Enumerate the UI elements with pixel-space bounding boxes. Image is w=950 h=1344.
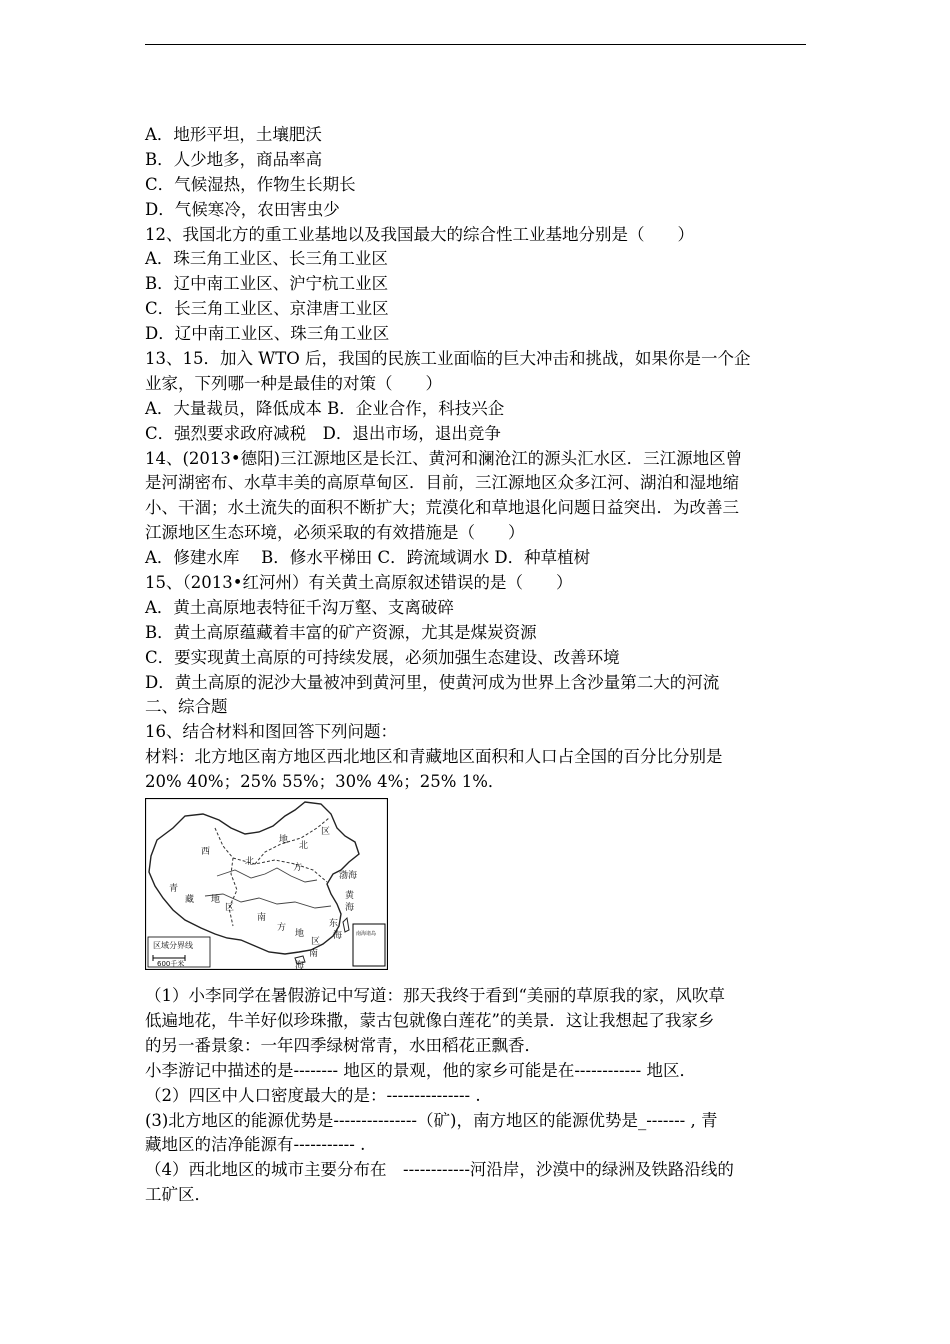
q16-p1-line: （1）小李同学在暑假游记中写道：那天我终于看到“美丽的草原我的家，风吹草 [145, 986, 725, 1006]
map-label-bei: 北 [299, 841, 309, 852]
map-label-dong: 东 [329, 919, 339, 930]
map-label-zang: 藏 [185, 895, 195, 906]
china-regions-map [145, 798, 388, 970]
map-label-hai: 海 [295, 961, 305, 971]
map-legend-line: 区域分界线 [153, 941, 193, 951]
q14-stem-line: 14、(2013•德阳)三江源地区是长江、黄河和澜沧江的源头汇水区．三江源地区曾 [145, 448, 743, 468]
section-2 [145, 695, 810, 795]
q16-p3-line: 藏地区的洁净能源有----------- . [145, 1135, 366, 1155]
map-label-xi: 西 [201, 847, 211, 858]
map-label-huang: 黄 [345, 891, 355, 902]
q11-option-c: C．气候湿热，作物生长期长 [145, 174, 356, 194]
map-label-nan: 南 [257, 913, 267, 924]
q16-part-3 [145, 1109, 810, 1159]
q12-stem: 12、我国北方的重工业基地以及我国最大的综合性工业基地分别是（ ） [145, 224, 694, 244]
q16-part-4 [145, 1158, 810, 1208]
q11-option-a: A．地形平坦，土壤肥沃 [145, 125, 322, 144]
map-label-di: 地 [211, 895, 221, 906]
map-label-di: 地 [295, 929, 305, 940]
question-13 [145, 347, 810, 447]
q14-stem-line: 江源地区生态环境，必须采取的有效措施是（ ） [145, 523, 525, 543]
q13-option-ab: A．大量裁员，降低成本 B．企业合作，科技兴企 [145, 398, 505, 418]
map-label-nan: 南 [309, 949, 319, 960]
map-label-di: 地 [279, 835, 289, 846]
map-label-qu: 区 [321, 827, 331, 838]
q12-option-a: A．珠三角工业区、长三角工业区 [145, 249, 388, 269]
q14-options: A．修建水库 B．修水平梯田 C．跨流域调水 D．种草植树 [145, 548, 591, 568]
q16-p1-line: 小李游记中描述的是-------- 地区的景观，他的家乡可能是在------------ 地区． [145, 1060, 696, 1080]
map-label-hai: 海 [345, 903, 355, 914]
q15-option-b: B．黄土高原蕴藏着丰富的矿产资源，尤其是煤炭资源 [145, 622, 537, 642]
question-12 [145, 223, 810, 347]
map-label-qu: 区 [225, 903, 235, 914]
q12-option-b: B．辽中南工业区、沪宁杭工业区 [145, 274, 389, 294]
material-line: 材料：北方地区南方地区西北地区和青藏地区面积和人口占全国的百分比分别是 [145, 747, 723, 767]
map-label-fang: 方 [277, 923, 287, 934]
q11-option-b: B．人少地多，商品率高 [145, 149, 323, 169]
q16-p4-line: （4）西北地区的城市主要分布在 ------------河沿岸，沙漠中的绿洲及铁路沿线的 [145, 1160, 734, 1180]
q15-option-c: C．要实现黄土高原的可持续发展，必须加强生态建设、改善环境 [145, 647, 620, 667]
map-label-bohai: 渤海 [339, 871, 358, 882]
q15-stem: 15、（2013•红河州）有关黄土高原叙述错误的是（ ） [145, 573, 573, 593]
q11-options [145, 123, 810, 223]
question-15 [145, 571, 810, 695]
q14-stem-line: 小、干涸；水土流失的面积不断扩大；荒漠化和草地退化问题日益突出．为改善三 [145, 498, 739, 518]
q16-stem: 16、结合材料和图回答下列问题： [145, 722, 397, 742]
q16-p4-line: 工矿区． [145, 1185, 211, 1205]
q13-option-cd: C．强烈要求政府减税 D．退出市场，退出竞争 [145, 423, 501, 443]
q14-stem-line: 是河湖密布、水草丰美的高原草甸区．目前，三江源地区众多江河、湖泊和湿地缩 [145, 473, 739, 493]
map-label-qu: 区 [311, 937, 321, 948]
q16-p1-line: 的另一番景象：一年四季绿树常青，水田稻花正飘香． [145, 1035, 541, 1055]
map-label-qing: 青 [169, 884, 179, 895]
q16-part-1 [145, 984, 810, 1084]
map-inset-label: 南海诸岛 [356, 931, 377, 938]
map-label-hai: 海 [333, 931, 343, 942]
q16-p3-line: (3)北方地区的能源优势是---------------（矿)，南方地区的能源优势是_------- , 青 [145, 1110, 718, 1130]
document-body [145, 123, 810, 1208]
q16-p1-line: 低遍地花，牛羊好似珍珠撒，蒙古包就像白莲花”的美景．这让我想起了我家乡 [145, 1010, 715, 1030]
q11-option-d: D．气候寒冷，农田害虫少 [145, 199, 340, 219]
map-scale-label: 600千米 [157, 960, 185, 969]
map-graphic [145, 798, 388, 970]
q15-option-d: D．黄土高原的泥沙大量被冲到黄河里，使黄河成为世界上含沙量第二大的河流 [145, 672, 720, 692]
q12-option-c: C．长三角工业区、京津唐工业区 [145, 299, 389, 319]
map-label-fang: 方 [293, 863, 303, 874]
q13-stem-line: 13、15．加入 WTO 后，我国的民族工业面临的巨大冲击和挑战，如果你是一个企 [145, 349, 751, 369]
material-line: 20% 40%；25% 55%；30% 4%；25% 1%． [145, 772, 505, 792]
question-14 [145, 447, 810, 571]
header-rule [145, 44, 806, 45]
q15-option-a: A．黄土高原地表特征千沟万壑、支离破碎 [145, 597, 454, 617]
q13-stem-line: 业家，下列哪一种是最佳的对策（ ） [145, 373, 442, 393]
map-label-bei: 北 [245, 857, 255, 868]
section-title: 二、综合题 [145, 697, 228, 717]
q12-option-d: D．辽中南工业区、珠三角工业区 [145, 324, 390, 344]
q16-part-2: （2）四区中人口密度最大的是：--------------- . [145, 1085, 481, 1105]
